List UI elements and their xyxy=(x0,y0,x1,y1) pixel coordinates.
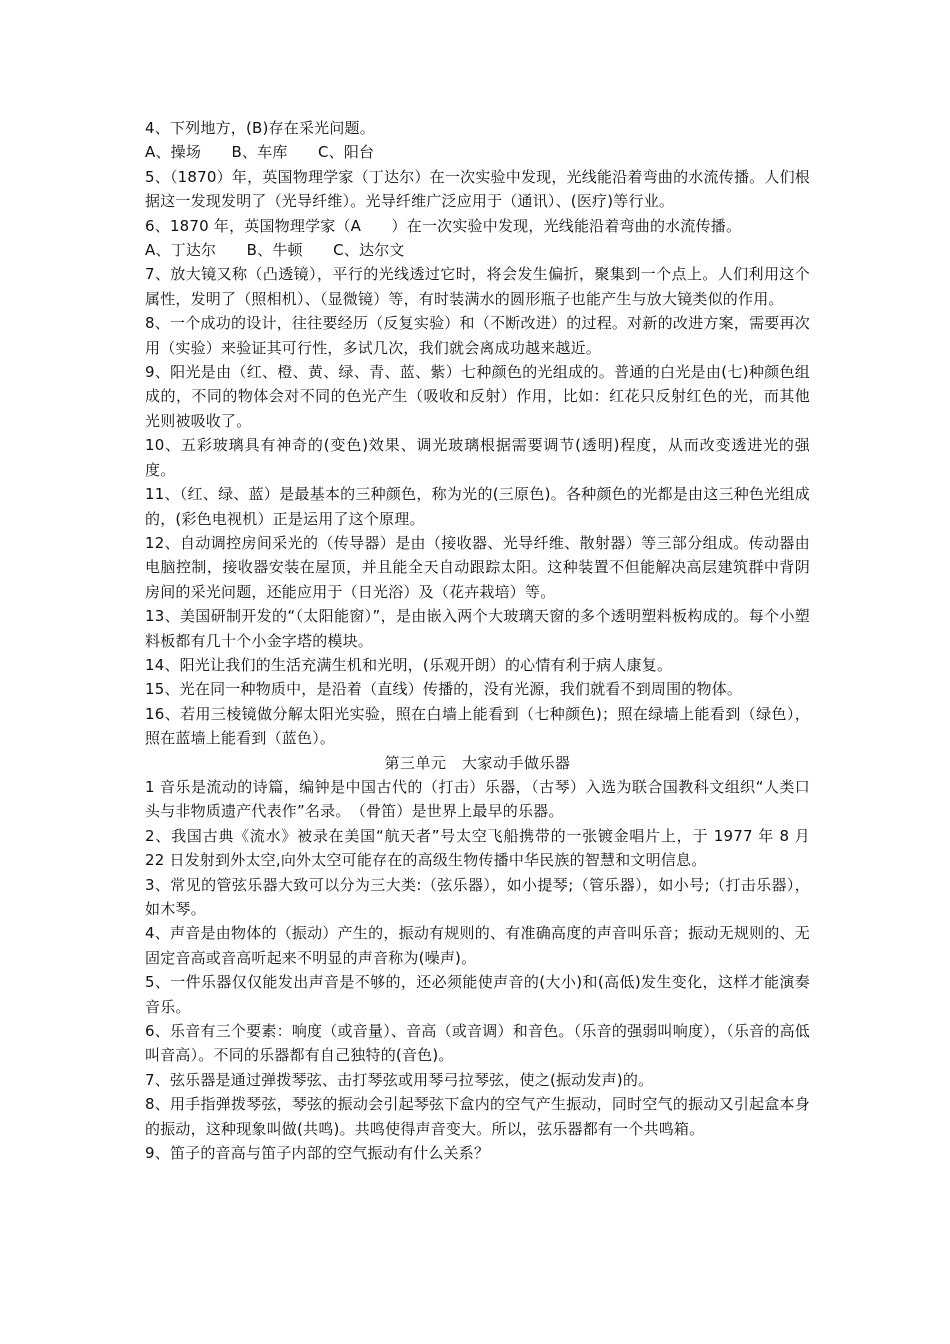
question-13: 13、美国研制开发的“（太阳能窗）”，是由嵌入两个大玻璃天窗的多个透明塑料板构成的。每个小塑料板都有几十个小金字塔的模块。 xyxy=(145,607,810,650)
instrument-question-8: 8、用手指弹拨琴弦，琴弦的振动会引起琴弦下盒内的空气产生振动，同时空气的振动又引起盒本身的振动，这种现象叫做(共鸣)。共鸣使得声音变大。所以，弦乐器都有一个共鸣箱。 xyxy=(145,1095,810,1138)
question-8: 8、一个成功的设计，往往要经历（反复实验）和（不断改进）的过程。对新的改进方案，需要再次用（实验）来验证其可行性，多试几次，我们就会离成功越来越近。 xyxy=(145,314,810,357)
question-14: 14、阳光让我们的生活充满生机和光明，(乐观开朗）的心情有利于病人康复。 xyxy=(145,655,673,674)
instrument-question-6: 6、乐音有三个要素：响度（或音量）、音高（或音调）和音色。（乐音的强弱叫响度），（乐音的高低叫音高）。不同的乐器都有自己独特的(音色)。 xyxy=(145,1022,810,1065)
instrument-question-5: 5、一件乐器仅仅能发出声音是不够的，还必须能使声音的(大小)和(高低)发生变化，这样才能演奏音乐。 xyxy=(145,973,810,1016)
question-11: 11、（红、绿、蓝）是最基本的三种颜色，称为光的(三原色)。各种颜色的光都是由这三种色光组成的，(彩色电视机）正是运用了这个原理。 xyxy=(145,485,810,528)
section-light xyxy=(145,116,810,751)
unit-heading: 第三单元 大家动手做乐器 xyxy=(384,753,571,772)
instrument-question-9: 9、笛子的音高与笛子内部的空气振动有什么关系？ xyxy=(145,1144,490,1163)
question-9: 9、阳光是由（红、橙、黄、绿、青、蓝、紫）七种颜色的光组成的。普通的白光是由(七)种颜色组成的，不同的物体会对不同的色光产生（吸收和反射）作用，比如：红花只反射红色的光，而其他光则被吸收了。 xyxy=(145,363,810,430)
question-10: 10、五彩玻璃具有神奇的(变色)效果、调光玻璃根据需要调节(透明)程度，从而改变透进光的强度。 xyxy=(145,436,810,479)
question-12: 12、自动调控房间采光的（传导器）是由（接收器、光导纤维、散射器）等三部分组成。传动器由电脑控制，接收器安装在屋顶，并且能全天自动跟踪太阳。这种装置不但能解决高层建筑群中背阴房间的采光问题，还能应用于（日光浴）及（花卉栽培）等。 xyxy=(145,533,810,601)
question-4: 4、下列地方，(B)存在采光问题。 xyxy=(145,119,375,137)
question-15: 15、光在同一种物质中，是沿着（直线）传播的，没有光源，我们就看不到周围的物体。 xyxy=(145,680,743,699)
document-page xyxy=(145,116,810,1165)
question-6: 6、1870 年，英国物理学家（A ）在一次实验中发现，光线能沿着弯曲的水流传播。 xyxy=(145,216,742,235)
question-4-options: A、操场 B、车库 C、阳台 xyxy=(145,143,375,162)
question-5: 5、（1870）年，英国物理学家（丁达尔）在一次实验中发现，光线能沿着弯曲的水流传播。人们根据这一发现发明了（光导纤维）。光导纤维广泛应用于（通讯）、(医疗)等行业。 xyxy=(145,167,810,211)
question-7: 7、放大镜又称（凸透镜），平行的光线透过它时，将会发生偏折，聚集到一个点上。人们利用这个属性，发明了（照相机）、（显微镜）等，有时装满水的圆形瓶子也能产生与放大镜类似的作用。 xyxy=(145,265,810,308)
instrument-question-7: 7、弦乐器是通过弹拨琴弦、击打琴弦或用琴弓拉琴弦，使之(振动发声)的。 xyxy=(145,1070,654,1089)
instrument-question-3: 3、常见的管弦乐器大致可以分为三大类:（弦乐器），如小提琴;（管乐器），如小号;（打击乐器），如木琴。 xyxy=(145,875,810,918)
question-16: 16、若用三棱镜做分解太阳光实验，照在白墙上能看到（七种颜色)；照在绿墙上能看到（绿色），照在蓝墙上能看到（蓝色）。 xyxy=(145,704,810,748)
section-instruments xyxy=(145,775,810,1166)
instrument-question-2: 2、我国古典《流水》被录在美国“航天者”号太空飞船携带的一张镀金唱片上，于 1977 年 8 月 22 日发射到外太空,向外太空可能存在的高级生物传播中华民族的智慧和文明信息。 xyxy=(145,826,810,870)
instrument-question-4: 4、声音是由物体的（振动）产生的，振动有规则的、有准确高度的声音叫乐音；振动无规则的、无固定音高或音高听起来不明显的声音称为(噪声)。 xyxy=(145,924,810,967)
instrument-question-1: 1 音乐是流动的诗篇，编钟是中国古代的（打击）乐器，（古琴）入选为联合国教科文组织“人类口头与非物质遗产代表作”名录。 （骨笛）是世界上最早的乐器。 xyxy=(145,777,810,821)
question-6-options: A、丁达尔 B、牛顿 C、达尔文 xyxy=(145,241,405,260)
